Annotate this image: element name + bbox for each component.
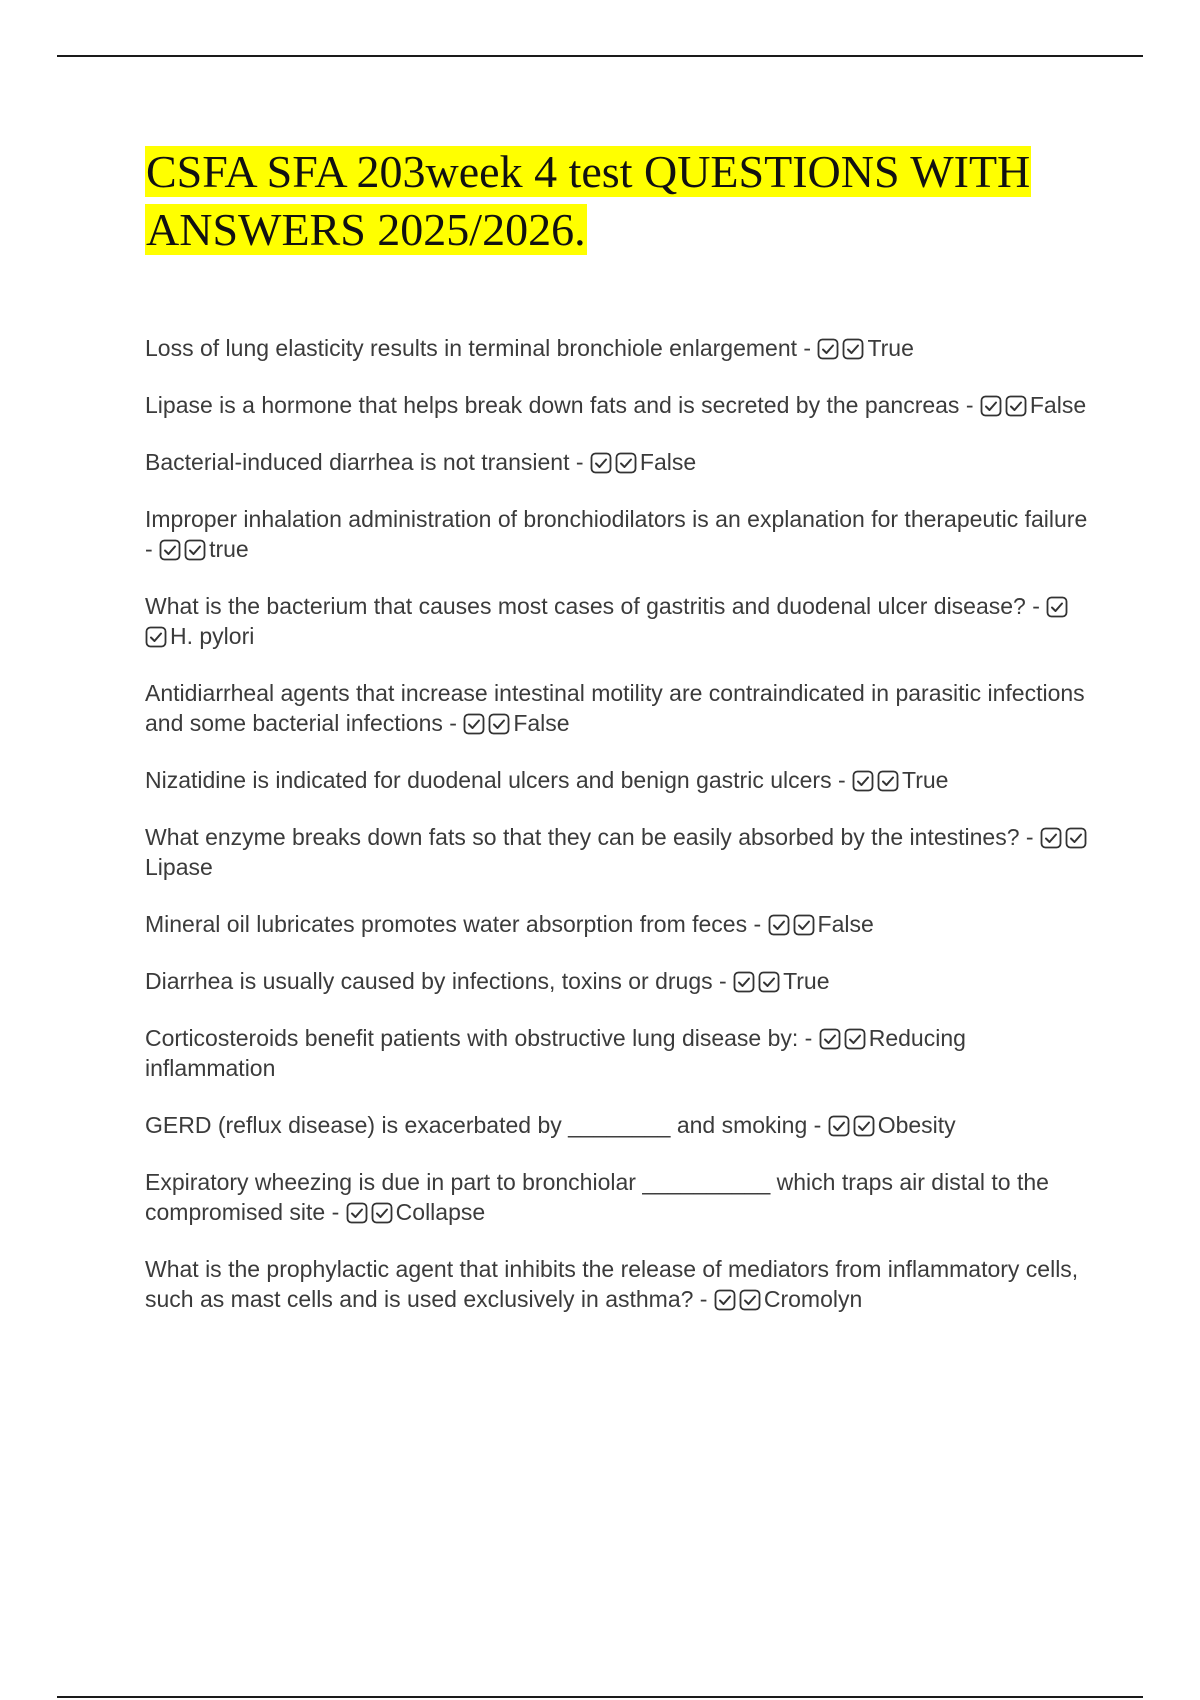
qa-item: [145, 909, 1090, 939]
question-text: GERD (reflux disease) is exacerbated by ________ and smoking -: [145, 1112, 828, 1138]
checkbox-checked-icon: [1005, 395, 1027, 417]
checkbox-checked-icon: [817, 338, 839, 360]
qa-item: [145, 333, 1090, 363]
checkbox-checked-icon: [371, 1202, 393, 1224]
answer-text: True: [867, 335, 914, 361]
answer-text: H. pylori: [170, 623, 255, 649]
checkbox-checked-icon: [145, 626, 167, 648]
question-text: Antidiarrheal agents that increase intestinal motility are contraindicated in parasitic infections and some bacterial infections -: [145, 680, 1085, 736]
answer-text: true: [209, 536, 249, 562]
checkbox-checked-icon: [852, 770, 874, 792]
checkbox-checked-icon: [768, 914, 790, 936]
answer-text: False: [513, 710, 570, 736]
checkbox-checked-icon: [346, 1202, 368, 1224]
question-text: What is the prophylactic agent that inhibits the release of mediators from inflammatory cells, such as mast cells and is used exclusively in asthma? -: [145, 1256, 1079, 1312]
checkbox-checked-icon: [590, 452, 612, 474]
answer-text: True: [783, 968, 830, 994]
question-text: Mineral oil lubricates promotes water absorption from feces -: [145, 911, 768, 937]
answer-text: Reducing inflammation: [145, 1025, 966, 1081]
qa-item: [145, 390, 1090, 420]
checkbox-checked-icon: [733, 971, 755, 993]
checkbox-checked-icon: [184, 539, 206, 561]
header-rule: [57, 55, 1143, 57]
footer-rule: [57, 1696, 1143, 1698]
checkbox-checked-icon: [844, 1028, 866, 1050]
checkbox-checked-icon: [758, 971, 780, 993]
qa-item: [145, 591, 1090, 651]
qa-item: [145, 1023, 1090, 1083]
checkbox-checked-icon: [1046, 596, 1068, 618]
question-text: Improper inhalation administration of bronchiodilators is an explanation for therapeutic failure -: [145, 506, 1088, 562]
question-text: Bacterial-induced diarrhea is not transient -: [145, 449, 590, 475]
checkbox-checked-icon: [615, 452, 637, 474]
checkbox-checked-icon: [980, 395, 1002, 417]
question-text: What enzyme breaks down fats so that they can be easily absorbed by the intestines? -: [145, 824, 1040, 850]
qa-item: [145, 504, 1090, 564]
qa-item: [145, 966, 1090, 996]
checkbox-checked-icon: [853, 1115, 875, 1137]
checkbox-checked-icon: [828, 1115, 850, 1137]
checkbox-checked-icon: [842, 338, 864, 360]
checkbox-checked-icon: [793, 914, 815, 936]
answer-text: True: [902, 767, 949, 793]
answer-text: False: [1029, 392, 1087, 418]
answer-text: Collapse: [395, 1199, 486, 1225]
checkbox-checked-icon: [488, 713, 510, 735]
checkbox-checked-icon: [463, 713, 485, 735]
qa-item: [145, 678, 1090, 738]
qa-item: [145, 1167, 1090, 1227]
qa-item: [145, 1254, 1090, 1314]
question-text: Nizatidine is indicated for duodenal ulcers and benign gastric ulcers -: [145, 767, 853, 793]
document-title: [145, 143, 1105, 259]
qa-list: [145, 333, 1090, 1341]
title-block: [145, 143, 1105, 259]
answer-text: Lipase: [145, 854, 213, 880]
question-text: Diarrhea is usually caused by infections, toxins or drugs -: [145, 968, 734, 994]
question-text: What is the bacterium that causes most cases of gastritis and duodenal ulcer disease? -: [145, 593, 1047, 619]
answer-text: False: [817, 911, 874, 937]
question-text: Lipase is a hormone that helps break down fats and is secreted by the pancreas -: [145, 392, 980, 418]
checkbox-checked-icon: [714, 1289, 736, 1311]
qa-item: [145, 1110, 1090, 1140]
qa-item: [145, 447, 1090, 477]
checkbox-checked-icon: [1065, 827, 1087, 849]
question-text: Corticosteroids benefit patients with obstructive lung disease by: -: [145, 1025, 819, 1051]
checkbox-checked-icon: [819, 1028, 841, 1050]
question-text: Loss of lung elasticity results in terminal bronchiole enlargement -: [145, 335, 818, 361]
answer-text: Cromolyn: [763, 1286, 863, 1312]
checkbox-checked-icon: [739, 1289, 761, 1311]
answer-text: Obesity: [877, 1112, 956, 1138]
question-text: Expiratory wheezing is due in part to bronchiolar __________ which traps air distal to the compromised site -: [145, 1169, 1049, 1225]
checkbox-checked-icon: [159, 539, 181, 561]
title-highlight: CSFA SFA 203week 4 test QUESTIONS WITH ANSWERS 2025/2026.: [146, 146, 1031, 255]
checkbox-checked-icon: [877, 770, 899, 792]
qa-item: [145, 822, 1090, 882]
answer-text: False: [639, 449, 697, 475]
qa-item: [145, 765, 1090, 795]
checkbox-checked-icon: [1040, 827, 1062, 849]
